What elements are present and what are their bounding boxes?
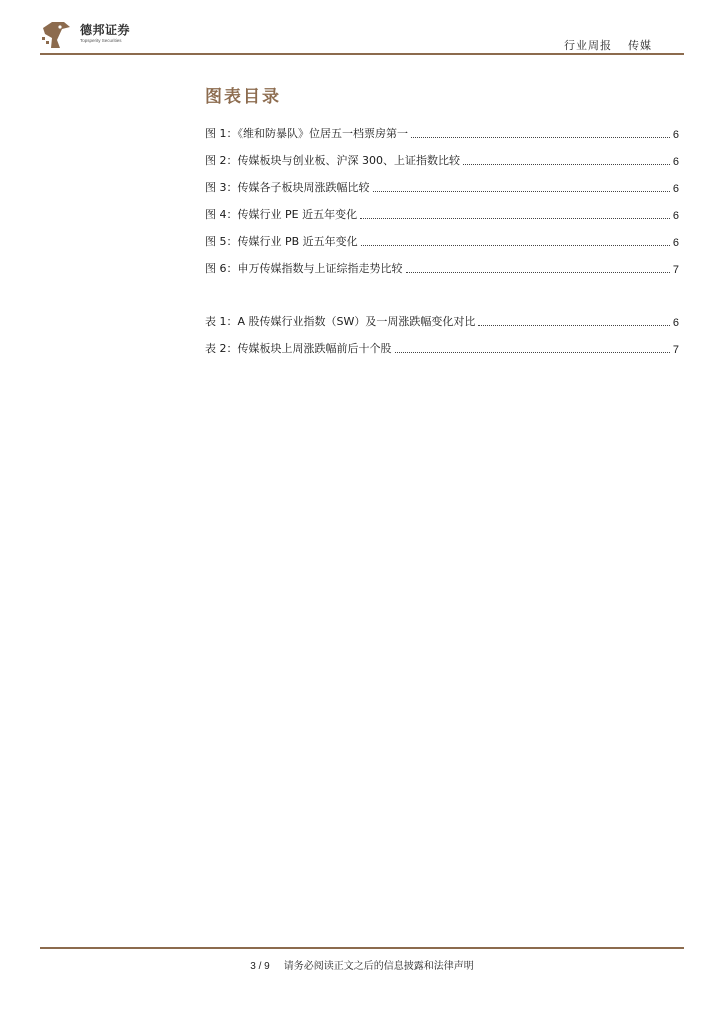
toc-entry-table-2[interactable] bbox=[205, 329, 679, 356]
dot-leader bbox=[411, 137, 670, 138]
toc-entry-label: 图 4：传媒行业 PE 近五年变化 bbox=[205, 208, 358, 221]
toc-entry-figure-4[interactable] bbox=[205, 195, 679, 222]
toc-entry-label: 图 5：传媒行业 PB 近五年变化 bbox=[205, 235, 358, 248]
toc-entry-label: 图 1：《维和防暴队》位居五一档票房第一 bbox=[205, 127, 408, 140]
toc-entry-page: 6 bbox=[672, 317, 679, 329]
toc-entry-page: 6 bbox=[672, 156, 679, 168]
table-list bbox=[205, 302, 679, 356]
industry-name: 传媒 bbox=[628, 39, 652, 52]
dot-leader bbox=[395, 352, 670, 353]
toc-entry-label: 图 2：传媒板块与创业板、沪深 300、上证指数比较 bbox=[205, 154, 460, 167]
toc-entry-figure-5[interactable] bbox=[205, 222, 679, 249]
report-type: 行业周报 bbox=[564, 39, 612, 52]
toc-entry-page: 6 bbox=[672, 183, 679, 195]
toc-entry-page: 7 bbox=[672, 264, 679, 276]
toc-entry-page: 6 bbox=[672, 210, 679, 222]
logo-english-name: Topsperity Securities bbox=[80, 38, 122, 43]
toc-title: 图表目录 bbox=[205, 87, 281, 107]
toc-entry-page: 6 bbox=[672, 237, 679, 249]
dot-leader bbox=[360, 218, 670, 219]
dot-leader bbox=[463, 164, 670, 165]
dot-leader bbox=[406, 272, 670, 273]
toc-entry-label: 表 2：传媒板块上周涨跌幅前后十个股 bbox=[205, 342, 392, 355]
dot-leader bbox=[373, 191, 670, 192]
figure-list bbox=[205, 114, 679, 276]
toc-entry-figure-2[interactable] bbox=[205, 141, 679, 168]
header-category bbox=[564, 37, 652, 53]
toc-entry-figure-6[interactable] bbox=[205, 249, 679, 276]
toc-entry-table-1[interactable] bbox=[205, 302, 679, 329]
toc-entry-label: 图 6：申万传媒指数与上证综指走势比较 bbox=[205, 262, 403, 275]
toc-entry-page: 7 bbox=[672, 344, 679, 356]
dot-leader bbox=[361, 245, 670, 246]
logo-chinese-name: 德邦证券 bbox=[80, 23, 131, 37]
toc-entry-label: 表 1：A 股传媒行业指数（SW）及一周涨跌幅变化对比 bbox=[205, 315, 476, 328]
page-number: 3 / 9 bbox=[250, 961, 270, 972]
toc-entry-label: 图 3：传媒各子板块周涨跌幅比较 bbox=[205, 181, 370, 194]
header-divider bbox=[40, 53, 684, 55]
footer-divider bbox=[40, 947, 684, 949]
topsperity-logo-icon bbox=[40, 18, 72, 50]
dot-leader bbox=[478, 325, 670, 326]
disclaimer-text: 请务必阅读正文之后的信息披露和法律声明 bbox=[283, 961, 474, 972]
toc-entry-page: 6 bbox=[672, 129, 679, 141]
page-footer bbox=[0, 957, 724, 972]
toc-entry-figure-1[interactable] bbox=[205, 114, 679, 141]
company-logo bbox=[40, 18, 150, 52]
toc-entry-figure-3[interactable] bbox=[205, 168, 679, 195]
